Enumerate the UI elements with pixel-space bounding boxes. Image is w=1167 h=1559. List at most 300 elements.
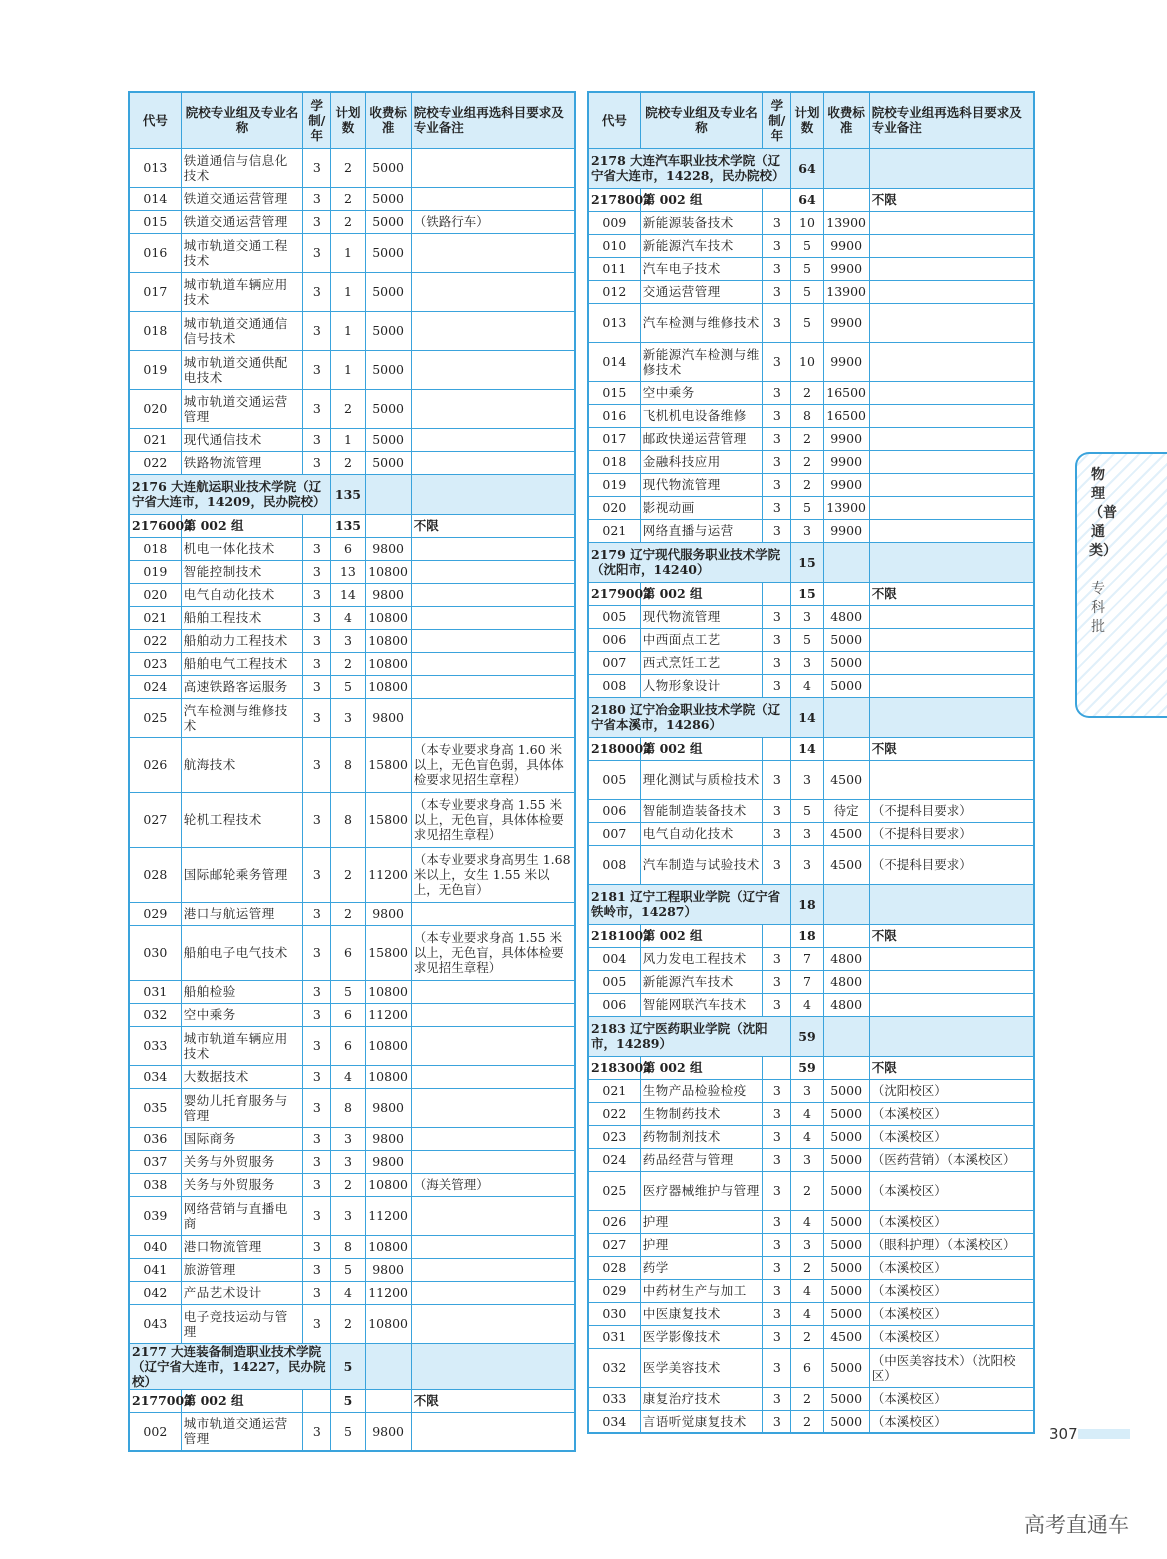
major-plan: 2: [331, 1173, 365, 1196]
table-row: [588, 1210, 1034, 1233]
major-plan: 13: [331, 560, 365, 583]
major-name: 轮机工程技术: [181, 792, 303, 847]
major-fee: 5000: [823, 1125, 869, 1148]
table-row: [588, 1148, 1034, 1171]
major-years: 3: [763, 970, 791, 993]
group-years: [303, 1389, 331, 1412]
major-name: 铁路物流管理: [181, 451, 303, 474]
major-name: 铁道通信与信息化技术: [181, 148, 303, 187]
table-row: [588, 1348, 1034, 1387]
header-note: 院校专业组再选科目要求及专业备注: [411, 92, 575, 148]
college-note: [869, 884, 1034, 924]
major-years: 3: [303, 272, 331, 311]
major-name: 铁道交通运营管理: [181, 210, 303, 233]
major-note: [411, 1196, 575, 1235]
major-fee: 9900: [823, 342, 869, 381]
major-years: 3: [763, 1233, 791, 1256]
major-note: [411, 675, 575, 698]
header-code: 代号: [588, 92, 640, 148]
major-years: 3: [303, 1304, 331, 1343]
major-years: 3: [303, 1150, 331, 1173]
group-row: [588, 924, 1034, 947]
major-note: （中医美容技术）（沈阳校区）: [869, 1348, 1034, 1387]
major-plan: 2: [331, 148, 365, 187]
table-row: [129, 1127, 575, 1150]
group-name: 第 002 组: [640, 924, 763, 947]
group-row: [588, 188, 1034, 211]
major-fee: 9800: [365, 583, 411, 606]
group-name: 第 002 组: [181, 514, 303, 537]
major-plan: 4: [791, 1279, 823, 1302]
group-code: 2178002: [588, 188, 640, 211]
college-plan: 135: [331, 474, 365, 514]
table-row: [129, 1065, 575, 1088]
major-note: （本溪校区）: [869, 1210, 1034, 1233]
major-plan: 8: [331, 1088, 365, 1127]
table-row: [129, 737, 575, 792]
major-note: （本溪校区）: [869, 1325, 1034, 1348]
major-years: 3: [763, 651, 791, 674]
major-code: 015: [588, 381, 640, 404]
table-row: [588, 651, 1034, 674]
major-code: 026: [588, 1210, 640, 1233]
major-fee: 10800: [365, 675, 411, 698]
major-code: 021: [588, 519, 640, 542]
major-years: 3: [763, 280, 791, 303]
page-number: 307: [1049, 1425, 1078, 1443]
group-note: 不限: [869, 924, 1034, 947]
table-row: [129, 350, 575, 389]
admission-table-right: [587, 91, 1035, 1434]
major-code: 030: [588, 1302, 640, 1325]
major-years: 3: [763, 473, 791, 496]
group-fee: [823, 924, 869, 947]
table-row: [129, 272, 575, 311]
table-row: [588, 1387, 1034, 1410]
table-row: [129, 925, 575, 980]
major-plan: 10: [791, 342, 823, 381]
table-row: [588, 211, 1034, 234]
table-row: [588, 381, 1034, 404]
major-code: 019: [129, 350, 181, 389]
major-fee: 5000: [823, 674, 869, 697]
table-row: [588, 519, 1034, 542]
major-years: 3: [303, 652, 331, 675]
table-row: [588, 427, 1034, 450]
major-note: （本溪校区）: [869, 1279, 1034, 1302]
table-row: [588, 1125, 1034, 1148]
major-name: 航海技术: [181, 737, 303, 792]
major-fee: 5000: [823, 651, 869, 674]
major-fee: 10800: [365, 606, 411, 629]
major-plan: 3: [791, 1148, 823, 1171]
major-note: [869, 947, 1034, 970]
college-row: [129, 1343, 575, 1389]
major-years: 3: [763, 1410, 791, 1433]
table-row: [588, 993, 1034, 1016]
group-name: 第 002 组: [640, 737, 763, 760]
major-name: 生物产品检验检疫: [640, 1079, 763, 1102]
group-plan: 18: [791, 924, 823, 947]
major-note: [869, 450, 1034, 473]
major-plan: 4: [791, 1102, 823, 1125]
major-fee: 9800: [365, 537, 411, 560]
major-plan: 1: [331, 272, 365, 311]
college-name: 2178 大连汽车职业技术学院（辽宁省大连市，14228，民办院校）: [588, 148, 791, 188]
major-years: 3: [763, 1171, 791, 1210]
major-code: 035: [129, 1088, 181, 1127]
major-plan: 5: [331, 1412, 365, 1451]
major-code: 017: [588, 427, 640, 450]
major-fee: 4500: [823, 822, 869, 845]
group-note: 不限: [869, 737, 1034, 760]
major-note: （本专业要求身高 1.60 米以上，无色盲色弱，具体体检要求见招生章程）: [411, 737, 575, 792]
major-note: （不提科目要求）: [869, 845, 1034, 884]
table-row: [129, 1304, 575, 1343]
college-name: 2183 辽宁医药职业学院（沈阳市，14289）: [588, 1016, 791, 1056]
major-plan: 7: [791, 947, 823, 970]
major-fee: 5000: [823, 1102, 869, 1125]
major-name: 高速铁路客运服务: [181, 675, 303, 698]
table-row: [129, 148, 575, 187]
major-name: 汽车检测与维修技术: [640, 303, 763, 342]
major-note: （不提科目要求）: [869, 822, 1034, 845]
major-plan: 3: [331, 1150, 365, 1173]
major-code: 006: [588, 993, 640, 1016]
table-row: [588, 404, 1034, 427]
major-note: [411, 233, 575, 272]
group-plan: 5: [331, 1389, 365, 1412]
table-row: [588, 822, 1034, 845]
major-plan: 5: [791, 280, 823, 303]
major-note: （沈阳校区）: [869, 1079, 1034, 1102]
major-code: 028: [588, 1256, 640, 1279]
table-row: [129, 1281, 575, 1304]
group-code: 2177002: [129, 1389, 181, 1412]
college-row: [588, 1016, 1034, 1056]
major-name: 中医康复技术: [640, 1302, 763, 1325]
college-note: [869, 542, 1034, 582]
major-plan: 2: [331, 652, 365, 675]
table-row: [588, 1171, 1034, 1210]
major-plan: 8: [331, 792, 365, 847]
major-name: 康复治疗技术: [640, 1387, 763, 1410]
major-code: 033: [588, 1387, 640, 1410]
table-row: [129, 233, 575, 272]
major-plan: 3: [331, 629, 365, 652]
group-name: 第 002 组: [640, 582, 763, 605]
major-plan: 5: [791, 234, 823, 257]
major-fee: 5000: [365, 272, 411, 311]
major-note: （本专业要求身高男生 1.68 米以上，女生 1.55 米以上，无色盲）: [411, 847, 575, 902]
group-row: [588, 1056, 1034, 1079]
major-plan: 3: [791, 1079, 823, 1102]
major-plan: 1: [331, 311, 365, 350]
major-note: [411, 652, 575, 675]
major-fee: 5000: [823, 1233, 869, 1256]
table-row: [588, 473, 1034, 496]
group-years: [763, 737, 791, 760]
major-fee: 16500: [823, 404, 869, 427]
major-name: 城市轨道车辆应用技术: [181, 272, 303, 311]
major-years: 3: [763, 822, 791, 845]
table-row: [588, 496, 1034, 519]
major-note: [411, 537, 575, 560]
major-fee: 5000: [365, 210, 411, 233]
major-name: 空中乘务: [181, 1003, 303, 1026]
major-name: 港口物流管理: [181, 1235, 303, 1258]
major-note: [411, 583, 575, 606]
major-years: 3: [763, 234, 791, 257]
major-name: 中药材生产与加工: [640, 1279, 763, 1302]
major-years: 3: [763, 1125, 791, 1148]
major-plan: 4: [791, 993, 823, 1016]
major-note: [869, 257, 1034, 280]
major-years: 3: [763, 1079, 791, 1102]
major-years: 3: [303, 1003, 331, 1026]
major-fee: 5000: [823, 1148, 869, 1171]
header-name: 院校专业组及专业名称: [640, 92, 763, 148]
table-row: [129, 210, 575, 233]
table-row: [129, 311, 575, 350]
major-fee: 5000: [365, 233, 411, 272]
major-code: 021: [129, 606, 181, 629]
major-fee: 15800: [365, 792, 411, 847]
table-row: [588, 450, 1034, 473]
major-note: [411, 1412, 575, 1451]
table-row: [588, 280, 1034, 303]
major-note: [869, 473, 1034, 496]
major-note: （不提科目要求）: [869, 799, 1034, 822]
major-name: 药物制剂技术: [640, 1125, 763, 1148]
major-note: [411, 451, 575, 474]
major-code: 020: [588, 496, 640, 519]
major-fee: 10800: [365, 652, 411, 675]
major-fee: 9800: [365, 902, 411, 925]
major-note: [869, 234, 1034, 257]
major-fee: 10800: [365, 980, 411, 1003]
major-name: 护理: [640, 1233, 763, 1256]
major-name: 关务与外贸服务: [181, 1173, 303, 1196]
major-years: 3: [303, 311, 331, 350]
major-name: 新能源汽车检测与维修技术: [640, 342, 763, 381]
major-plan: 6: [331, 1003, 365, 1026]
major-note: [411, 1304, 575, 1343]
major-plan: 3: [791, 760, 823, 799]
major-plan: 4: [791, 1210, 823, 1233]
major-plan: 6: [331, 537, 365, 560]
page-number-bar: [1078, 1429, 1130, 1439]
major-code: 028: [129, 847, 181, 902]
major-years: 3: [303, 675, 331, 698]
major-note: [869, 970, 1034, 993]
college-note: [869, 1016, 1034, 1056]
major-years: 3: [303, 1127, 331, 1150]
table-row: [588, 1233, 1034, 1256]
major-fee: 5000: [365, 389, 411, 428]
college-fee: [823, 1016, 869, 1056]
table-row: [129, 1173, 575, 1196]
major-plan: 3: [791, 822, 823, 845]
major-plan: 2: [331, 1304, 365, 1343]
major-code: 011: [588, 257, 640, 280]
table-row: [129, 560, 575, 583]
major-note: （本溪校区）: [869, 1102, 1034, 1125]
major-note: [869, 496, 1034, 519]
major-fee: 5000: [823, 1348, 869, 1387]
major-code: 027: [129, 792, 181, 847]
table-row: [129, 629, 575, 652]
major-plan: 5: [791, 628, 823, 651]
major-note: [411, 1235, 575, 1258]
table-row: [588, 760, 1034, 799]
college-note: [869, 697, 1034, 737]
major-code: 006: [588, 628, 640, 651]
group-years: [303, 514, 331, 537]
major-fee: 9800: [365, 1412, 411, 1451]
major-plan: 2: [791, 473, 823, 496]
major-fee: 5000: [823, 1387, 869, 1410]
major-years: 3: [763, 1210, 791, 1233]
table-row: [129, 652, 575, 675]
major-code: 002: [129, 1412, 181, 1451]
table-row: [129, 792, 575, 847]
table-row: [588, 1325, 1034, 1348]
major-name: 现代物流管理: [640, 473, 763, 496]
major-name: 船舶工程技术: [181, 606, 303, 629]
major-fee: 5000: [365, 187, 411, 210]
major-years: 3: [763, 450, 791, 473]
major-years: 3: [763, 628, 791, 651]
major-code: 024: [588, 1148, 640, 1171]
major-plan: 5: [331, 675, 365, 698]
major-years: 3: [303, 1281, 331, 1304]
major-fee: 10800: [365, 1235, 411, 1258]
major-name: 产品艺术设计: [181, 1281, 303, 1304]
major-code: 041: [129, 1258, 181, 1281]
major-fee: 9900: [823, 234, 869, 257]
major-fee: 13900: [823, 280, 869, 303]
major-note: [411, 148, 575, 187]
major-note: [869, 211, 1034, 234]
major-plan: 2: [331, 902, 365, 925]
major-code: 040: [129, 1235, 181, 1258]
major-name: 药品经营与管理: [640, 1148, 763, 1171]
major-name: 飞机机电设备维修: [640, 404, 763, 427]
major-code: 024: [129, 675, 181, 698]
major-code: 023: [588, 1125, 640, 1148]
major-plan: 2: [331, 210, 365, 233]
major-code: 018: [588, 450, 640, 473]
college-plan: 14: [791, 697, 823, 737]
major-note: [411, 698, 575, 737]
major-code: 034: [588, 1410, 640, 1433]
major-fee: 10800: [365, 629, 411, 652]
major-plan: 6: [791, 1348, 823, 1387]
college-plan: 5: [331, 1343, 365, 1389]
major-plan: 2: [331, 451, 365, 474]
group-row: [588, 582, 1034, 605]
college-name: 2179 辽宁现代服务职业技术学院（沈阳市，14240）: [588, 542, 791, 582]
major-code: 043: [129, 1304, 181, 1343]
major-years: 3: [303, 350, 331, 389]
major-fee: 9800: [365, 1150, 411, 1173]
major-name: 新能源汽车技术: [640, 234, 763, 257]
major-code: 009: [588, 211, 640, 234]
group-plan: 14: [791, 737, 823, 760]
major-years: 3: [763, 845, 791, 884]
major-code: 008: [588, 845, 640, 884]
major-code: 025: [588, 1171, 640, 1210]
major-note: （医药营销）（本溪校区）: [869, 1148, 1034, 1171]
major-years: 3: [303, 1173, 331, 1196]
major-years: 3: [303, 537, 331, 560]
college-name: 2181 辽宁工程职业学院（辽宁省铁岭市，14287）: [588, 884, 791, 924]
major-years: 3: [763, 1279, 791, 1302]
major-fee: 11200: [365, 1281, 411, 1304]
major-note: [411, 1258, 575, 1281]
major-note: [869, 651, 1034, 674]
major-fee: 5000: [823, 1210, 869, 1233]
major-code: 018: [129, 311, 181, 350]
major-years: 3: [303, 389, 331, 428]
major-note: （本溪校区）: [869, 1302, 1034, 1325]
major-fee: 4800: [823, 605, 869, 628]
major-name: 关务与外贸服务: [181, 1150, 303, 1173]
major-plan: 7: [791, 970, 823, 993]
major-fee: 5000: [823, 1171, 869, 1210]
major-fee: 10800: [365, 1065, 411, 1088]
major-name: 旅游管理: [181, 1258, 303, 1281]
major-note: [411, 980, 575, 1003]
major-years: 3: [763, 342, 791, 381]
major-plan: 2: [331, 847, 365, 902]
major-fee: 9900: [823, 427, 869, 450]
major-years: 3: [763, 605, 791, 628]
major-note: [411, 1281, 575, 1304]
major-name: 人物形象设计: [640, 674, 763, 697]
group-name: 第 002 组: [181, 1389, 303, 1412]
college-row: [129, 474, 575, 514]
major-note: [411, 1003, 575, 1026]
major-note: [869, 628, 1034, 651]
major-years: 3: [303, 629, 331, 652]
major-fee: 10800: [365, 560, 411, 583]
major-years: 3: [763, 1302, 791, 1325]
major-name: 药学: [640, 1256, 763, 1279]
major-code: 021: [129, 428, 181, 451]
major-name: 医学影像技术: [640, 1325, 763, 1348]
major-note: （本专业要求身高 1.55 米以上，无色盲，具体体检要求见招生章程）: [411, 925, 575, 980]
major-note: [411, 560, 575, 583]
group-note: 不限: [411, 514, 575, 537]
major-plan: 3: [791, 845, 823, 884]
major-code: 021: [588, 1079, 640, 1102]
table-row: [129, 698, 575, 737]
major-fee: 5000: [365, 311, 411, 350]
major-name: 国际商务: [181, 1127, 303, 1150]
major-code: 022: [129, 629, 181, 652]
group-plan: 135: [331, 514, 365, 537]
header-plan: 计划数: [791, 92, 823, 148]
major-fee: 9800: [365, 698, 411, 737]
college-plan: 64: [791, 148, 823, 188]
major-fee: 9900: [823, 303, 869, 342]
major-code: 037: [129, 1150, 181, 1173]
major-plan: 5: [791, 799, 823, 822]
major-note: （本溪校区）: [869, 1125, 1034, 1148]
major-years: 3: [763, 1256, 791, 1279]
